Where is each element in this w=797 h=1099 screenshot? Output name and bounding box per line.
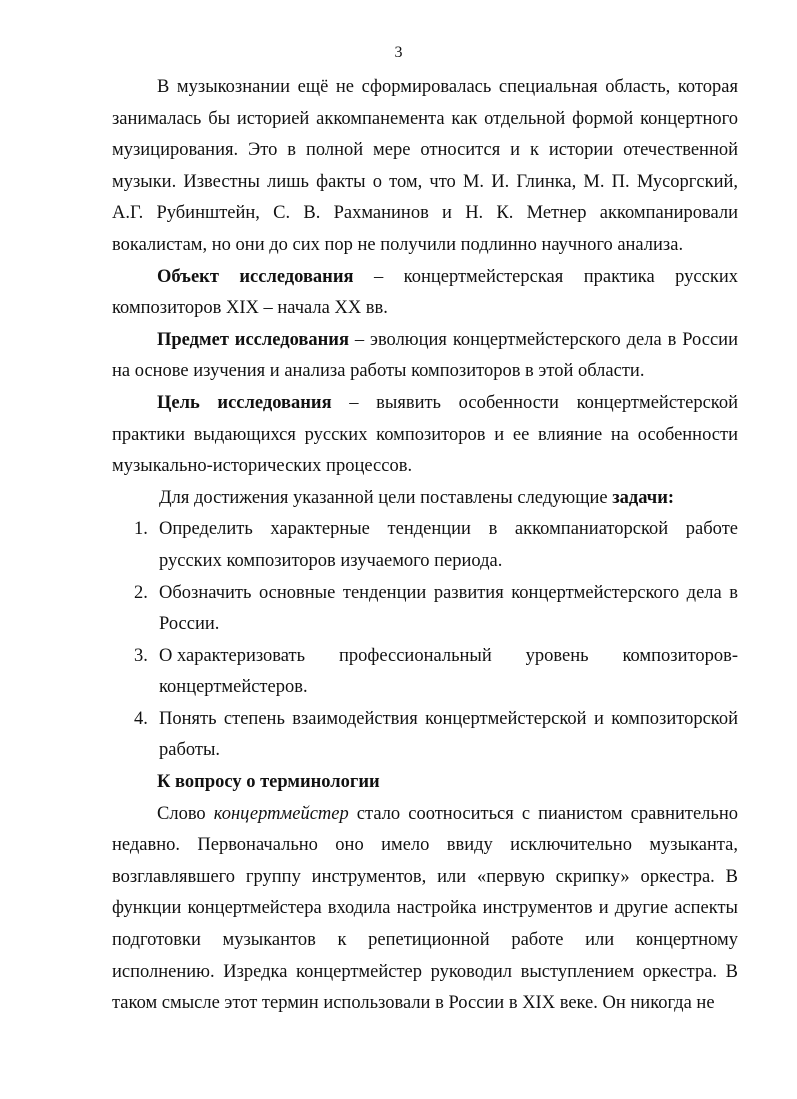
list-item-word: композиторов- <box>622 645 738 666</box>
list-item <box>112 641 738 704</box>
tasks-intro-bold: задачи: <box>612 487 675 508</box>
list-item-word: О характеризовать <box>159 645 306 666</box>
list-item-text: Обозначить основные тенденции развития концертмейстерского дела в России. <box>159 582 738 635</box>
list-item-number: 4. <box>134 708 148 729</box>
paragraph-subject <box>112 325 738 388</box>
list-item-word: уровень <box>525 645 589 666</box>
object-text: – концертмейстерская практика русских композиторов XIX – начала XX вв. <box>112 266 738 319</box>
paragraph-terminology <box>112 799 738 1020</box>
list-item-spread-line <box>159 641 738 673</box>
goal-label: Цель исследования <box>157 392 332 413</box>
terminology-start: Слово <box>157 803 214 824</box>
paragraph-goal <box>112 388 738 483</box>
paragraph-tasks-intro <box>112 483 738 515</box>
paragraph-intro: В музыкознании ещё не сформировалась специальная область, которая занималась бы историей аккомпанемента как отдельной формой концертного музицирования. Это в полной мере относится и к истории отечественной музыки. Известны лишь факты о том, что М. И. Глинка, М. П. Мусоргский, А.Г. Рубинштейн, С. В. Рахманинов и Н. К. Метнер аккомпанировали вокалистам, но они до сих пор не получили подлинно научного анализа. <box>112 77 738 255</box>
subject-text: – эволюция концертмейстерского дела в России на основе изучения и анализа работы композиторов в этой области. <box>112 329 738 382</box>
document-body <box>112 72 738 1020</box>
object-label: Объект исследования <box>157 266 354 287</box>
list-item-number: 3. <box>134 645 148 666</box>
list-item <box>112 578 738 641</box>
paragraph-object <box>112 262 738 325</box>
terminology-rest: стало соотноситься с пианистом сравнительно недавно. Первоначально оно имело ввиду исключительно музыканта, возглавлявшего группу инструментов, или «первую скрипку» оркестра. В функции концертмейстера входила настройка инструментов и другие аспекты подготовки музыкантов к репетиционной работе или концертному исполнению. Изредка концертмейстер руководил выступлением оркестра. В таком смысле этот термин использовали в России в XIX веке. Он никогда не <box>112 803 738 1014</box>
list-item-number: 2. <box>134 582 148 603</box>
list-item-continuation: концертмейстеров. <box>159 677 308 698</box>
section-heading: К вопросу о терминологии <box>157 772 380 793</box>
list-item-text: Определить характерные тенденции в аккомпаниаторской работе русских композиторов изучаемого периода. <box>159 519 738 571</box>
list-item <box>112 704 738 767</box>
tasks-list <box>112 514 738 767</box>
list-item-word: профессиональный <box>338 645 492 666</box>
terminology-italic: концертмейстер <box>213 803 349 824</box>
list-item-number: 1. <box>134 519 148 540</box>
list-item-text: Понять степень взаимодействия концертмейстерской и композиторской работы. <box>159 708 738 761</box>
tasks-intro-text: Для достижения указанной цели поставлены следующие <box>159 487 613 508</box>
page-number: 3 <box>394 44 403 61</box>
list-item <box>112 514 738 577</box>
subject-label: Предмет исследования <box>157 329 349 350</box>
goal-text: – выявить особенности концертмейстерской практики выдающихся русских композиторов и ее влияние на особенности музыкально-исторических процессов. <box>112 392 738 477</box>
